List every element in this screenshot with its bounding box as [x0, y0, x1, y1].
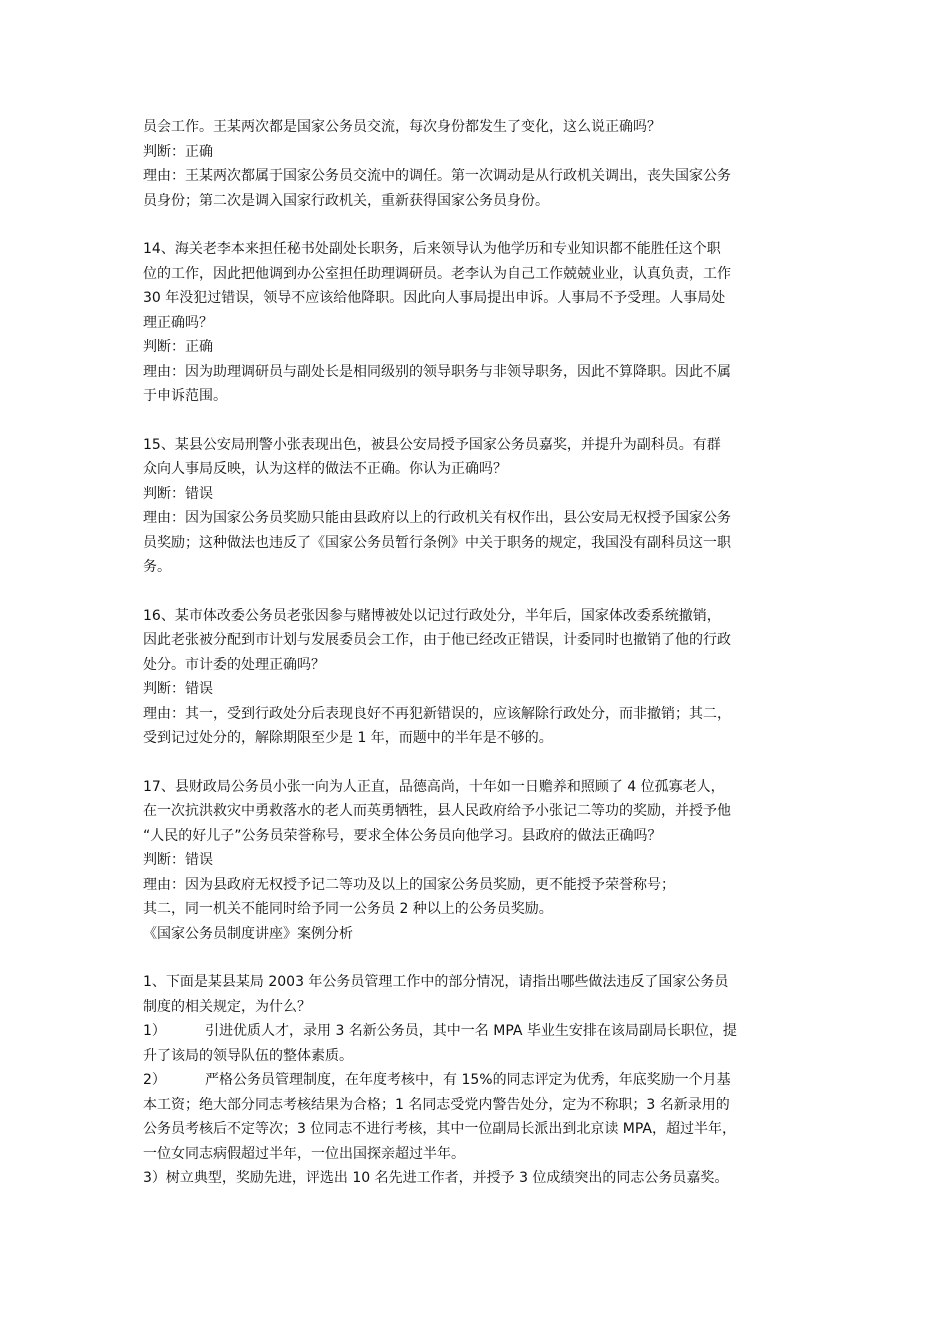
- reason-line: 理由：因为国家公务员奖励只能由县政府以上的行政机关有权作出，县公安局无权授予国家公务: [143, 510, 731, 526]
- question-line: 14、海关老李本来担任秘书处副处长职务，后来领导认为他学历和专业知识都不能胜任这个职: [143, 241, 721, 257]
- case-13-tail: [143, 115, 813, 213]
- case-17: [143, 775, 813, 947]
- question-line: 17、县财政局公务员小张一向为人正直，品德高尚，十年如一日赡养和照顾了 4 位孤寡老人，: [143, 778, 725, 795]
- question-line: 30 年没犯过错误，领导不应该给他降职。因此向人事局提出申诉。人事局不予受理。人事局处: [143, 290, 726, 306]
- reason-line: 理由：因为县政府无权授予记二等功及以上的国家公务员奖励，更不能授予荣誉称号；: [143, 876, 675, 893]
- list-item: [143, 1019, 813, 1068]
- text-line: 员身份；第二次是调入国家行政机关，重新获得国家公务员身份。: [143, 192, 549, 209]
- item-number: 1）: [143, 1023, 166, 1039]
- text-line: 受到记过处分的，解除期限至少是 1 年，而题中的半年是不够的。: [143, 730, 553, 746]
- question-line: “人民的好儿子”公务员荣誉称号，要求全体公务员向他学习。县政府的做法正确吗？: [143, 827, 662, 844]
- question-line: 16、某市体改委公务员老张因参与赌博被处以记过行政处分，半年后，国家体改委系统撤销，: [143, 607, 721, 624]
- paragraph-gap: [143, 580, 813, 604]
- section-title: 《国家公务员制度讲座》案例分析: [143, 925, 353, 942]
- document-page: [143, 115, 813, 1191]
- item-number: 2）: [143, 1072, 166, 1088]
- case-15: [143, 433, 813, 580]
- question-line: 因此老张被分配到市计划与发展委员会工作，由于他已经改正错误，计委同时也撤销了他的行政: [143, 632, 731, 648]
- item-text: 引进优质人才，录用 3 名新公务员，其中一名 MPA 毕业生安排在该局副局长职位，提: [205, 1023, 737, 1039]
- paragraph-gap: [143, 946, 813, 970]
- case-analysis-1: [143, 970, 813, 1191]
- paragraph-gap: [143, 213, 813, 237]
- judgment-line: 判断：错误: [143, 681, 213, 697]
- question-line: 在一次抗洪救灾中勇救落水的老人而英勇牺牲，县人民政府给予小张记二等功的奖励，并授予他: [143, 803, 731, 819]
- text-line: 员会工作。王某两次都是国家公务员交流，每次身份都发生了变化，这么说正确吗？: [143, 119, 661, 135]
- item-text: 本工资；绝大部分同志考核结果为合格；1 名同志受党内警告处分，定为不称职；3 名新录用的: [143, 1096, 730, 1113]
- question-line: 位的工作，因此把他调到办公室担任助理调研员。老李认为自己工作兢兢业业，认真负责，工作: [143, 265, 731, 282]
- list-item: [143, 1068, 813, 1166]
- question-line: 理正确吗？: [143, 314, 213, 331]
- reason-line: 理由：其一，受到行政处分后表现良好不再犯新错误的，应该解除行政处分，而非撤销；其二，: [143, 705, 731, 722]
- question-line: 众向人事局反映，认为这样的做法不正确。你认为正确吗？: [143, 461, 507, 477]
- question-line: 制度的相关规定，为什么？: [143, 998, 311, 1015]
- text-line: 其二，同一机关不能同时给予同一公务员 2 种以上的公务员奖励。: [143, 901, 553, 917]
- paragraph-gap: [143, 751, 813, 775]
- list-item: 3）树立典型，奖励先进，评选出 10 名先进工作者，并授予 3 位成绩突出的同志公务员嘉奖。: [143, 1170, 729, 1186]
- reason-line: 理由：王某两次都属于国家公务员交流中的调任。第一次调动是从行政机关调出，丧失国家公务: [143, 168, 731, 184]
- judgment-line: 判断：正确: [143, 143, 213, 160]
- reason-line: 理由：因为助理调研员与副处长是相同级别的领导职务与非领导职务，因此不算降职。因此不属: [143, 363, 731, 380]
- judgment-line: 判断：正确: [143, 339, 213, 355]
- text-line: 务。: [143, 559, 171, 575]
- item-text: 升了该局的领导队伍的整体素质。: [143, 1047, 353, 1064]
- judgment-line: 判断：错误: [143, 485, 213, 502]
- question-line: 处分。市计委的处理正确吗？: [143, 656, 325, 673]
- case-14: [143, 237, 813, 409]
- judgment-line: 判断：错误: [143, 852, 213, 868]
- case-16: [143, 604, 813, 751]
- item-text: 公务员考核后不定等次；3 位同志不进行考核，其中一位副局长派出到北京读 MPA，超过半年，: [143, 1121, 737, 1137]
- question-line: 15、某县公安局刑警小张表现出色，被县公安局授予国家公务员嘉奖，并提升为副科员。有群: [143, 436, 721, 453]
- paragraph-gap: [143, 409, 813, 433]
- text-line: 于申诉范围。: [143, 388, 227, 404]
- item-text: 严格公务员管理制度，在年度考核中，有 15%的同志评定为优秀，年底奖励一个月基: [205, 1072, 731, 1088]
- item-text: 一位女同志病假超过半年，一位出国探亲超过半年。: [143, 1145, 465, 1162]
- question-line: 1、下面是某县某局 2003 年公务员管理工作中的部分情况，请指出哪些做法违反了国家公务员: [143, 974, 729, 990]
- text-line: 员奖励；这种做法也违反了《国家公务员暂行条例》中关于职务的规定，我国没有副科员这一职: [143, 534, 731, 551]
